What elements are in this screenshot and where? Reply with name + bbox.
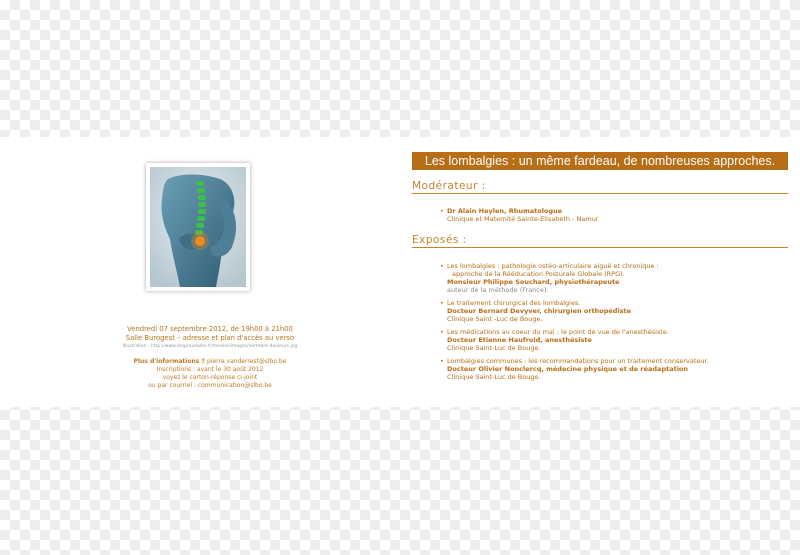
- exposes-list: [440, 262, 790, 386]
- reply-line: voyez le carton-réponse ci-joint: [162, 374, 258, 381]
- item-line: approche de la Rééducation Posturale Globale (RPG).: [452, 270, 625, 278]
- list-item: [440, 328, 790, 352]
- page-title: Les lombalgies : un même fardeau, de nombreuses approches.: [412, 152, 788, 170]
- illustration-credit: Illustration : http://www.strgiraudalex.fr/medias/images/vertebre-douleurs.jpg: [122, 344, 298, 349]
- bullet-icon: •: [440, 357, 444, 365]
- list-item: [440, 299, 790, 323]
- list-item: [440, 262, 790, 294]
- list-item: [440, 357, 790, 381]
- item-line: Clinique Saint-Luc de Bouge.: [447, 373, 541, 381]
- inscriptions-line: Inscriptions : avant le 30 août 2012: [156, 366, 264, 373]
- item-line: Clinique et Maternité Sainte-Elisabeth - Namur: [447, 215, 599, 223]
- bullet-icon: •: [440, 299, 444, 307]
- item-line: Docteur Olivier Nonclercq, médecine physique et de réadaptation: [447, 365, 689, 373]
- item-line: auteur de la méthode (France).: [447, 286, 549, 294]
- item-line: Docteur Bernard Devyver, chirurgien orthopédiste: [447, 307, 632, 315]
- bullet-icon: •: [440, 328, 444, 336]
- courrier-line: ou par courriel : communication@slbo.be: [148, 382, 272, 389]
- event-info: [80, 325, 340, 390]
- item-line: Le traitement chirurgical des lombalgies.: [447, 299, 581, 307]
- exposes-heading: Exposés :: [412, 234, 788, 248]
- list-item: [440, 207, 790, 223]
- back-pain-illustration: [150, 167, 246, 287]
- brochure-page: [0, 137, 800, 407]
- item-line: Lombalgies communes : les recommandations pour un traitement conservateur.: [447, 357, 709, 365]
- bullet-icon: •: [440, 262, 444, 270]
- info-label: Plus d'informations ?: [133, 358, 207, 365]
- info-email[interactable]: pierre.vanderrest@slbo.be: [206, 358, 287, 365]
- photo-frame: [146, 163, 250, 291]
- item-line: Monsieur Philippe Souchard, physiothérapeute: [447, 278, 620, 286]
- bullet-icon: •: [440, 207, 444, 215]
- moderateur-list: [440, 207, 790, 228]
- moderateur-heading: Modérateur :: [412, 180, 788, 194]
- info-line: [80, 358, 340, 366]
- item-line: Les lombalgies : pathologie ostéo-articulaire aiguë et chronique :: [447, 262, 659, 270]
- item-line: Docteur Etienne Haufroid, anesthésiste: [447, 336, 592, 344]
- item-line: Les médications au coeur du mal : le point de vue de l'anesthésiste.: [447, 328, 669, 336]
- item-line: Clinique Saint -Luc de Bouge.: [447, 315, 543, 323]
- item-line: Clinique Saint-Luc de Bouge.: [447, 344, 541, 352]
- event-date: Vendredi 07 septembre 2012, de 19h00 à 21h00: [127, 325, 293, 333]
- item-line: Dr Alain Heylen, Rhumatologue: [447, 207, 563, 215]
- event-venue: Salle Burogest – adresse et plan d'accès au verso: [125, 334, 295, 342]
